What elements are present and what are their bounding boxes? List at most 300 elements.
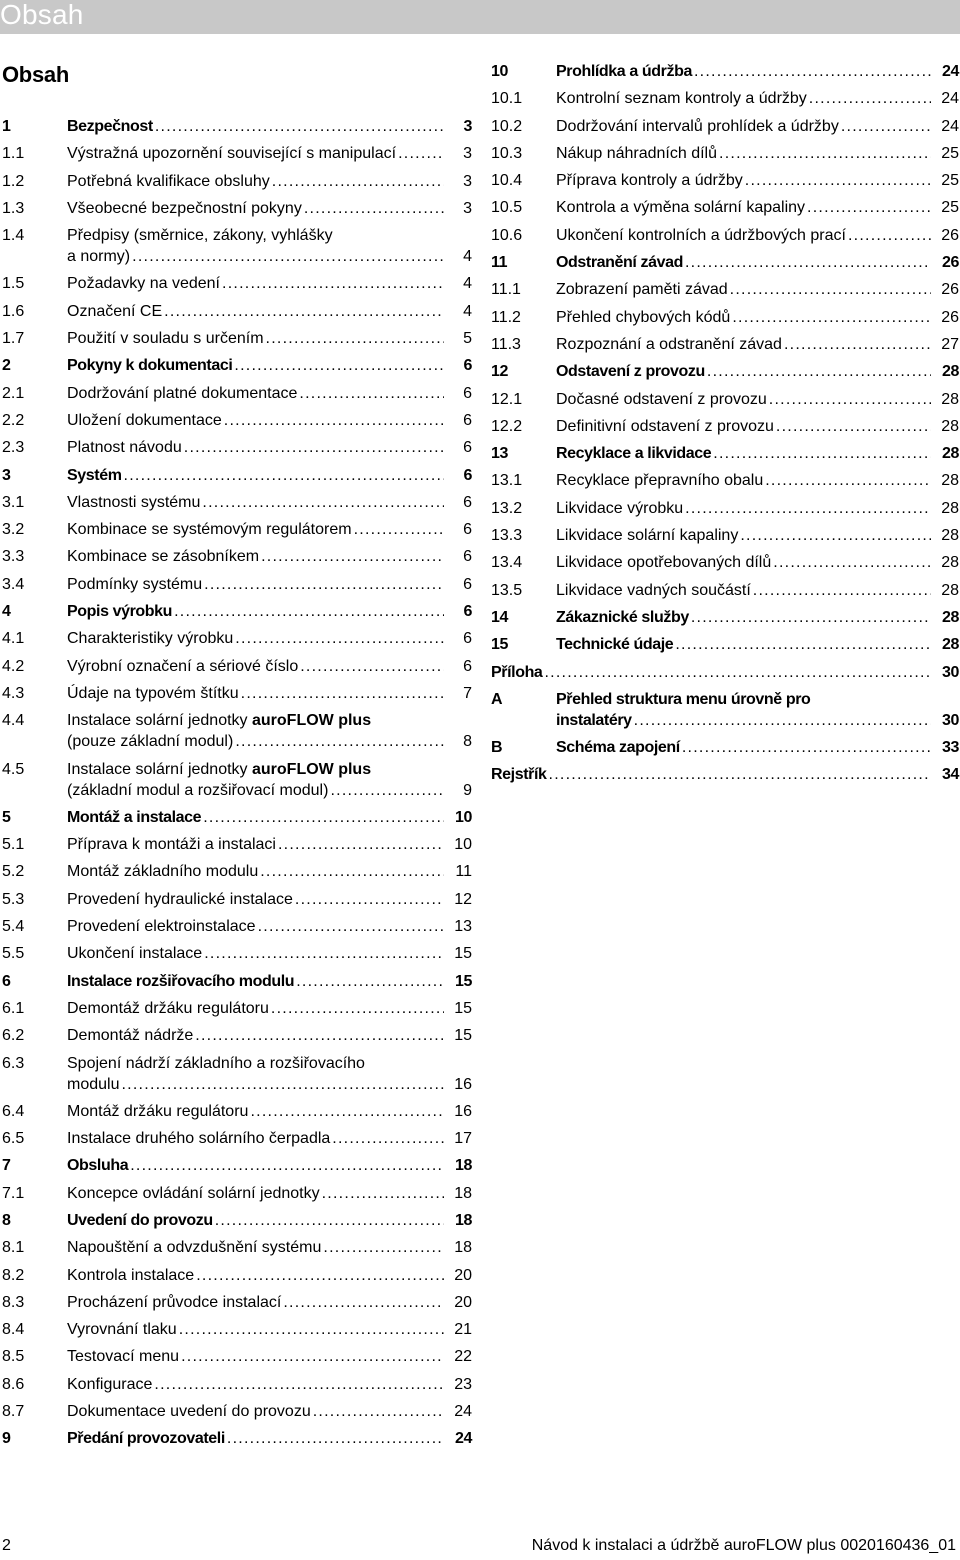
toc-entry-title-line: Montáž a instalace . . .	[67, 807, 444, 828]
toc-entry-title	[2, 759, 472, 801]
toc-entry-page: 3	[463, 172, 472, 190]
toc-right-column	[491, 61, 959, 785]
toc-entry-title-line: Vlastnosti systému . . .	[67, 492, 444, 513]
toc-entry[interactable]	[2, 519, 472, 540]
toc-entry-title-line: Provedení elektroinstalace . . .	[67, 916, 444, 937]
toc-entry-number: 8.3	[2, 1293, 25, 1311]
toc-entry-title	[2, 1292, 472, 1313]
toc-entry[interactable]	[2, 1025, 472, 1046]
toc-entry[interactable]	[2, 1128, 472, 1149]
toc-entry[interactable]	[491, 170, 959, 191]
toc-entry-number: 7.1	[2, 1184, 25, 1202]
toc-entry-number: 3.1	[2, 493, 25, 511]
toc-entry-title	[491, 225, 959, 246]
toc-entry-page: 17	[454, 1130, 472, 1148]
toc-entry-number: 12.2	[491, 417, 523, 435]
toc-entry-title-line: Systém . . .	[67, 465, 444, 486]
toc-entry[interactable]	[2, 1155, 472, 1176]
toc-entry-title-line: Dokumentace uvedení do provozu . . .	[67, 1401, 444, 1422]
toc-entry-title-line: Montáž základního modulu . . .	[67, 861, 444, 882]
toc-entry-title	[2, 807, 472, 828]
toc-entry-title	[491, 498, 959, 519]
toc-entry-number: 8	[2, 1211, 11, 1229]
toc-entry-number: 8.4	[2, 1321, 25, 1339]
toc-entry-page: 28	[941, 527, 959, 545]
toc-entry-title	[2, 1183, 472, 1204]
toc-entry[interactable]	[2, 861, 472, 882]
toc-entry-page: 20	[454, 1293, 472, 1311]
toc-entry-title-line: Kontrolní seznam kontroly a údržby . . .	[556, 88, 931, 109]
toc-entry-page: 23	[454, 1375, 472, 1393]
toc-entry[interactable]	[2, 1183, 472, 1204]
toc-entry[interactable]	[491, 334, 959, 355]
toc-entry[interactable]	[2, 807, 472, 828]
toc-entry-title	[2, 437, 472, 458]
toc-entry-title	[2, 1319, 472, 1340]
toc-entry-page: 6	[463, 575, 472, 593]
toc-entry-page: 15	[455, 972, 472, 990]
toc-entry-title-line: Instalace solární jednotky auroFLOW plus	[67, 712, 372, 730]
toc-entry-page: 30	[942, 711, 959, 729]
toc-entry-title	[2, 916, 472, 937]
toc-entry[interactable]	[2, 383, 472, 404]
toc-entry-title	[491, 197, 959, 218]
toc-entry-title	[2, 273, 472, 294]
toc-entry-title	[491, 416, 959, 437]
toc-entry-title-line: Předpisy (směrnice, zákony, vyhlášky	[67, 227, 333, 245]
toc-entry-page: 7	[463, 684, 472, 702]
toc-entry-title-line: Recyklace a likvidace . . .	[556, 443, 931, 464]
toc-entry[interactable]	[2, 759, 472, 801]
toc-entry-title	[2, 656, 472, 677]
toc-entry-title	[491, 389, 959, 410]
toc-entry-page: 4	[463, 275, 472, 293]
toc-entry-page: 18	[454, 1239, 472, 1257]
toc-entry[interactable]	[491, 225, 959, 246]
toc-entry[interactable]	[2, 889, 472, 910]
toc-entry-title	[2, 628, 472, 649]
toc-entry-title	[2, 998, 472, 1019]
toc-entry-number: 5.4	[2, 918, 25, 936]
toc-left-column	[2, 116, 472, 1449]
toc-entry-title	[2, 943, 472, 964]
toc-entry-title-line: Likvidace vadných součástí . . .	[556, 580, 931, 601]
toc-entry[interactable]	[2, 225, 472, 267]
toc-entry[interactable]	[491, 197, 959, 218]
toc-entry[interactable]	[491, 61, 959, 82]
toc-entry-number: 8.2	[2, 1266, 25, 1284]
toc-entry-title-line: Instalace solární jednotky auroFLOW plus	[67, 760, 372, 778]
toc-entry-number: 11.1	[491, 281, 521, 299]
toc-entry[interactable]	[2, 328, 472, 349]
toc-entry-page: 10	[455, 808, 472, 826]
toc-entry-title-line: Kontrola a výměna solární kapaliny . . .	[556, 197, 931, 218]
toc-entry-page: 18	[454, 1184, 472, 1202]
toc-entry-title	[2, 1428, 472, 1449]
toc-entry[interactable]	[491, 416, 959, 437]
toc-entry-page: 18	[455, 1211, 472, 1229]
toc-entry[interactable]	[2, 1401, 472, 1422]
toc-entry-title	[491, 307, 959, 328]
toc-entry-number: 1.4	[2, 227, 25, 245]
toc-entry-page: 10	[454, 836, 472, 854]
toc-entry-title	[491, 61, 959, 82]
toc-entry-title	[491, 689, 959, 731]
toc-entry-number: 5.1	[2, 836, 25, 854]
toc-entry-title	[2, 1374, 472, 1395]
toc-entry-number: 2.3	[2, 439, 25, 457]
toc-entry-title-line: Příloha . . .	[491, 662, 931, 683]
toc-entry-title-line: Nákup náhradních dílů . . .	[556, 143, 931, 164]
toc-entry-title-line: Demontáž držáku regulátoru . . .	[67, 998, 444, 1019]
toc-entry-number: 3.4	[2, 575, 25, 593]
footer-document-title: Návod k instalaci a údržbě auroFLOW plus 0020160436_01	[531, 1537, 956, 1554]
toc-entry[interactable]	[2, 601, 472, 622]
toc-entry[interactable]	[491, 389, 959, 410]
toc-entry-page: 20	[454, 1266, 472, 1284]
toc-entry[interactable]	[491, 470, 959, 491]
toc-entry-title	[2, 1401, 472, 1422]
toc-entry-title	[2, 1101, 472, 1122]
toc-entry[interactable]	[2, 198, 472, 219]
toc-entry[interactable]	[491, 607, 959, 628]
toc-entry[interactable]	[491, 361, 959, 382]
toc-entry-title-line: Dodržování platné dokumentace . . .	[67, 383, 444, 404]
toc-entry[interactable]	[491, 552, 959, 573]
toc-entry[interactable]	[2, 410, 472, 431]
toc-entry-page: 4	[463, 302, 472, 320]
toc-entry-page: 28	[942, 608, 959, 626]
toc-entry[interactable]	[2, 1053, 472, 1095]
toc-entry-number: 1.6	[2, 302, 25, 320]
toc-entry-title-line: Instalace druhého solárního čerpadla . . .	[67, 1128, 444, 1149]
toc-entry-number: 6.2	[2, 1027, 25, 1045]
toc-entry-page: 11	[455, 863, 472, 881]
toc-entry-number: 4.3	[2, 684, 25, 702]
toc-entry-number: A	[491, 690, 503, 708]
toc-entry-page: 24	[941, 90, 959, 108]
toc-entry-title	[2, 971, 472, 992]
toc-entry[interactable]	[2, 916, 472, 937]
toc-entry[interactable]	[2, 971, 472, 992]
toc-entry-title	[2, 1025, 472, 1046]
toc-entry-number: 2	[2, 357, 11, 375]
toc-entry-title-line: Potřebná kvalifikace obsluhy . . .	[67, 171, 444, 192]
toc-entry-title-line: Koncepce ovládání solární jednotky . . .	[67, 1183, 444, 1204]
toc-entry[interactable]	[2, 574, 472, 595]
toc-entry[interactable]	[2, 998, 472, 1019]
toc-entry-page: 15	[454, 945, 472, 963]
toc-entry[interactable]	[2, 1319, 472, 1340]
toc-entry-number: 13.4	[491, 554, 523, 572]
toc-entry-page: 28	[941, 390, 959, 408]
toc-entry-title-line: Kontrola instalace . . .	[67, 1265, 444, 1286]
toc-entry-title	[2, 383, 472, 404]
toc-entry-title-line: Rozpoznání a odstranění závad . . .	[556, 334, 931, 355]
toc-entry-title	[491, 143, 959, 164]
toc-entry-title-line: Kombinace se zásobníkem . . .	[67, 546, 444, 567]
toc-entry-title	[2, 519, 472, 540]
toc-entry[interactable]	[2, 492, 472, 513]
toc-entry-title-line: Zobrazení paměti závad . . .	[556, 279, 931, 300]
toc-entry[interactable]	[491, 764, 959, 785]
toc-entry[interactable]	[491, 252, 959, 273]
toc-entry[interactable]	[491, 116, 959, 137]
toc-entry-title-line: Provedení hydraulické instalace . . .	[67, 889, 444, 910]
toc-entry-title	[2, 1155, 472, 1176]
toc-entry-number: 13.3	[491, 527, 523, 545]
toc-entry-title	[491, 279, 959, 300]
toc-entry-number: 9	[2, 1430, 11, 1448]
toc-entry-title	[491, 88, 959, 109]
toc-entry-number: 10.2	[491, 117, 523, 135]
toc-entry-title-line: Technické údaje . . .	[556, 634, 931, 655]
toc-entry-page: 6	[463, 603, 472, 621]
toc-entry-title-line: Procházení průvodce instalací . . .	[67, 1292, 444, 1313]
toc-entry[interactable]	[491, 307, 959, 328]
toc-entry-title-line: Charakteristiky výrobku . . .	[67, 628, 444, 649]
toc-entry[interactable]	[491, 279, 959, 300]
toc-entry-number: 2.1	[2, 384, 25, 402]
toc-entry-page: 27	[941, 335, 959, 353]
toc-entry[interactable]	[2, 683, 472, 704]
toc-entry-title	[2, 116, 472, 137]
toc-entry-title	[2, 889, 472, 910]
toc-entry[interactable]	[491, 737, 959, 758]
toc-entry-number: 10.3	[491, 144, 523, 162]
toc-entry-title	[491, 334, 959, 355]
toc-heading: Obsah	[2, 62, 69, 87]
toc-entry-title	[2, 546, 472, 567]
toc-entry-title	[2, 1210, 472, 1231]
toc-entry-title	[2, 683, 472, 704]
toc-entry-title-line: Údaje na typovém štítku . . .	[67, 683, 444, 704]
toc-entry-page: 28	[942, 445, 959, 463]
toc-entry-page: 3	[463, 145, 472, 163]
toc-entry-title	[2, 710, 472, 752]
toc-entry-title	[491, 552, 959, 573]
toc-entry[interactable]	[2, 710, 472, 752]
toc-entry-page: 8	[463, 733, 472, 751]
toc-entry-title	[2, 1053, 472, 1095]
toc-entry-page: 6	[463, 384, 472, 402]
toc-entry-page: 6	[463, 630, 472, 648]
toc-entry-page: 26	[941, 281, 959, 299]
toc-entry[interactable]	[2, 171, 472, 192]
toc-entry-number: 12	[491, 363, 508, 381]
toc-entry-title	[2, 1346, 472, 1367]
toc-entry[interactable]	[2, 1210, 472, 1231]
toc-entry-title-line: Instalace rozšiřovacího modulu . . .	[67, 971, 444, 992]
toc-entry[interactable]	[491, 88, 959, 109]
toc-entry-title-line: Rejstřík . . .	[491, 764, 931, 785]
toc-entry-page: 24	[455, 1430, 472, 1448]
toc-entry-title	[2, 328, 472, 349]
toc-entry-title-line: Konfigurace . . .	[67, 1374, 444, 1395]
toc-entry-title	[2, 301, 472, 322]
toc-entry-number: 13	[491, 445, 508, 463]
toc-entry[interactable]	[2, 656, 472, 677]
toc-entry-title	[2, 465, 472, 486]
toc-entry-title-line: Příprava k montáži a instalaci . . .	[67, 834, 444, 855]
footer-page-number: 2	[2, 1537, 11, 1554]
toc-entry[interactable]	[2, 116, 472, 137]
toc-entry-page: 15	[454, 1027, 472, 1045]
toc-entry-page: 30	[942, 663, 959, 681]
toc-entry-page: 22	[454, 1348, 472, 1366]
toc-entry[interactable]	[2, 1428, 472, 1449]
toc-entry-title-line: Výrobní označení a sériové číslo . . .	[67, 656, 444, 677]
toc-entry-title-line: Odstavení z provozu . . .	[556, 361, 931, 382]
toc-entry-page: 24	[941, 117, 959, 135]
toc-entry-title	[2, 574, 472, 595]
toc-entry[interactable]	[2, 465, 472, 486]
toc-entry[interactable]	[491, 634, 959, 655]
toc-entry-title	[491, 170, 959, 191]
toc-entry-title	[2, 355, 472, 376]
toc-entry-number: 11.2	[491, 308, 521, 326]
toc-entry-title	[2, 834, 472, 855]
toc-entry[interactable]	[491, 143, 959, 164]
toc-entry[interactable]	[2, 355, 472, 376]
toc-entry[interactable]	[491, 443, 959, 464]
toc-entry-number: 4.2	[2, 657, 25, 675]
toc-entry[interactable]	[2, 301, 472, 322]
toc-entry-title-line: Pokyny k dokumentaci . . .	[67, 355, 444, 376]
toc-entry-title-line: Uložení dokumentace . . .	[67, 410, 444, 431]
toc-entry-title-line: Výstražná upozornění související s manipulací . . .	[67, 143, 444, 164]
toc-entry-page: 13	[454, 918, 472, 936]
toc-entry-title-line: Napouštění a odvzdušnění systému . . .	[67, 1237, 444, 1258]
toc-entry-number: 5	[2, 808, 11, 826]
toc-entry-number: 5.3	[2, 890, 25, 908]
toc-entry-page: 3	[463, 199, 472, 217]
toc-entry-page: 6	[463, 657, 472, 675]
toc-entry-number: 10.6	[491, 226, 523, 244]
toc-entry-title-line: Zákaznické služby . . .	[556, 607, 931, 628]
toc-entry-title	[2, 492, 472, 513]
toc-entry-page: 28	[941, 417, 959, 435]
toc-entry-title	[491, 443, 959, 464]
toc-entry[interactable]	[2, 1265, 472, 1286]
toc-entry-number: 10.1	[491, 90, 523, 108]
toc-entry-page: 25	[941, 144, 959, 162]
toc-entry-number: 6.3	[2, 1054, 25, 1072]
toc-entry[interactable]	[2, 943, 472, 964]
toc-entry-number: 4.1	[2, 630, 25, 648]
toc-entry-title-line: instalatéry . . .	[556, 710, 931, 731]
toc-entry-number: 6.1	[2, 999, 25, 1017]
toc-entry-number: 8.7	[2, 1403, 25, 1421]
toc-entry-page: 3	[463, 118, 472, 135]
toc-entry-page: 24	[454, 1403, 472, 1421]
toc-entry[interactable]	[491, 580, 959, 601]
toc-entry-title-line: modulu . . .	[67, 1074, 444, 1095]
toc-entry-number: 13.2	[491, 499, 523, 517]
toc-entry-title	[491, 470, 959, 491]
toc-entry-page: 28	[941, 581, 959, 599]
toc-entry-title-line: Použití v souladu s určením . . .	[67, 328, 444, 349]
toc-entry[interactable]	[2, 273, 472, 294]
toc-entry[interactable]	[491, 662, 959, 683]
toc-entry-title-line: Bezpečnost . . .	[67, 116, 444, 137]
toc-entry-title	[491, 662, 959, 683]
toc-entry-number: 4.5	[2, 760, 25, 778]
toc-entry-title-line: Recyklace přepravního obalu . . .	[556, 470, 931, 491]
toc-entry[interactable]	[2, 1237, 472, 1258]
toc-entry-page: 28	[941, 472, 959, 490]
toc-entry-page: 6	[463, 548, 472, 566]
toc-entry[interactable]	[2, 628, 472, 649]
toc-entry-number: 6.4	[2, 1102, 25, 1120]
toc-entry-number: 1.3	[2, 199, 25, 217]
toc-entry[interactable]	[491, 498, 959, 519]
toc-entry-number: 8.1	[2, 1239, 25, 1257]
header-title: Obsah	[0, 0, 84, 30]
toc-entry-title	[2, 1237, 472, 1258]
toc-entry[interactable]	[2, 437, 472, 458]
toc-entry[interactable]	[2, 1374, 472, 1395]
toc-entry-page: 12	[454, 890, 472, 908]
toc-entry-title-line: Montáž držáku regulátoru . . .	[67, 1101, 444, 1122]
toc-entry-title-line: Likvidace solární kapaliny . . .	[556, 525, 931, 546]
toc-entry[interactable]	[491, 525, 959, 546]
toc-entry-number: 2.2	[2, 411, 25, 429]
toc-entry-number: 1.2	[2, 172, 25, 190]
toc-entry-page: 26	[941, 308, 959, 326]
toc-entry-page: 33	[942, 739, 959, 757]
toc-entry[interactable]	[2, 143, 472, 164]
toc-entry-page: 21	[454, 1321, 472, 1339]
toc-entry-number: 10.5	[491, 199, 523, 217]
toc-entry-title-line: Schéma zapojení . . .	[556, 737, 931, 758]
toc-entry[interactable]	[2, 1292, 472, 1313]
toc-entry[interactable]	[2, 1346, 472, 1367]
toc-entry-number: 4	[2, 603, 11, 621]
toc-entry-title	[491, 737, 959, 758]
toc-entry-number: 14	[491, 608, 508, 626]
toc-entry-number: 3.3	[2, 548, 25, 566]
toc-entry-title	[2, 1128, 472, 1149]
toc-entry-number: 4.4	[2, 712, 25, 730]
toc-entry-page: 24	[942, 63, 959, 80]
toc-entry[interactable]	[2, 1101, 472, 1122]
toc-entry-title-line: Přehled struktura menu úrovně pro	[556, 690, 811, 708]
toc-entry-title-line: Spojení nádrží základního a rozšiřovacího	[67, 1054, 365, 1072]
toc-entry-title	[491, 634, 959, 655]
toc-entry-page: 16	[454, 1075, 472, 1093]
toc-entry-page: 9	[463, 781, 472, 799]
toc-entry-number: 5.2	[2, 863, 25, 881]
toc-entry-title-line: Popis výrobku . . .	[67, 601, 444, 622]
toc-entry[interactable]	[2, 546, 472, 567]
toc-entry-title-line: Přehled chybových kódů . . .	[556, 307, 931, 328]
toc-entry-page: 5	[463, 330, 472, 348]
toc-entry-title	[2, 198, 472, 219]
toc-entry-title	[491, 525, 959, 546]
toc-entry-number: 10	[491, 63, 508, 80]
toc-entry-title-line: Obsluha . . .	[67, 1155, 444, 1176]
toc-entry-title-line: Kombinace se systémovým regulátorem . . .	[67, 519, 444, 540]
toc-entry-title-line: Požadavky na vedení . . .	[67, 273, 444, 294]
toc-entry-page: 6	[463, 411, 472, 429]
toc-entry[interactable]	[491, 689, 959, 731]
header-bar	[0, 0, 960, 34]
toc-entry-number: 3.2	[2, 521, 25, 539]
toc-entry-number: 8.5	[2, 1348, 25, 1366]
toc-entry-title	[2, 861, 472, 882]
toc-entry[interactable]	[2, 834, 472, 855]
